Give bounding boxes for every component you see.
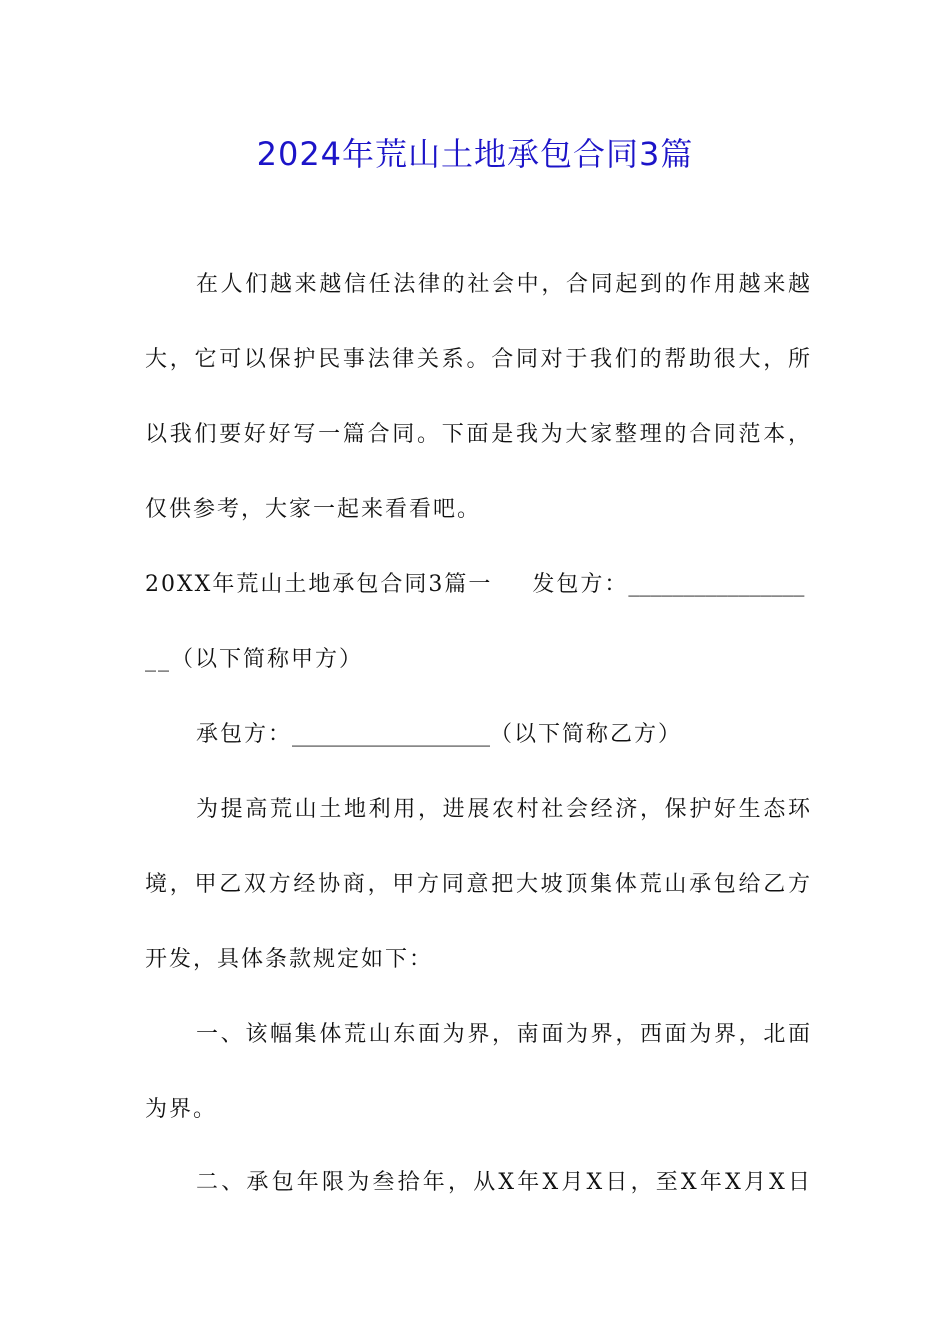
intro-line-2: 大，它可以保护民事法律关系。合同对于我们的帮助很大，所: [145, 347, 810, 372]
party-b-blank: __________________: [292, 722, 491, 747]
party-a-note: __（以下简称甲方）: [145, 647, 364, 672]
intro-line-3: 以我们要好好写一篇合同。下面是我为大家整理的合同范本，: [145, 422, 810, 447]
document-title: 2024年荒山土地承包合同3篇: [256, 135, 694, 173]
party-a-blank: ________________: [628, 572, 805, 597]
party-b-note: （以下简称乙方）: [490, 722, 683, 747]
party-a-label: 发包方：: [532, 572, 629, 597]
clause1-line-1: 一、该幅集体荒山东面为界，南面为界，西面为界，北面: [196, 1022, 810, 1047]
section-heading-line: [145, 570, 810, 600]
clause2-line-1: 二、承包年限为叁拾年，从X年X月X日，至X年X月X日: [196, 1170, 810, 1195]
party-b-line: [196, 720, 810, 750]
purpose-line-1: 为提高荒山土地利用，进展农村社会经济，保护好生态环: [196, 797, 810, 822]
section-heading: 20XX年荒山土地承包合同3篇一: [145, 572, 493, 597]
purpose-line-3: 开发，具体条款规定如下：: [145, 947, 434, 972]
clause1-line-2: 为界。: [145, 1097, 218, 1122]
intro-line-4: 仅供参考，大家一起来看看吧。: [145, 497, 482, 522]
purpose-line-2: 境，甲乙双方经协商，甲方同意把大坡顶集体荒山承包给乙方: [145, 872, 810, 897]
party-b-label: 承包方：: [196, 722, 293, 747]
intro-line-1: 在人们越来越信任法律的社会中，合同起到的作用越来越: [196, 272, 810, 297]
